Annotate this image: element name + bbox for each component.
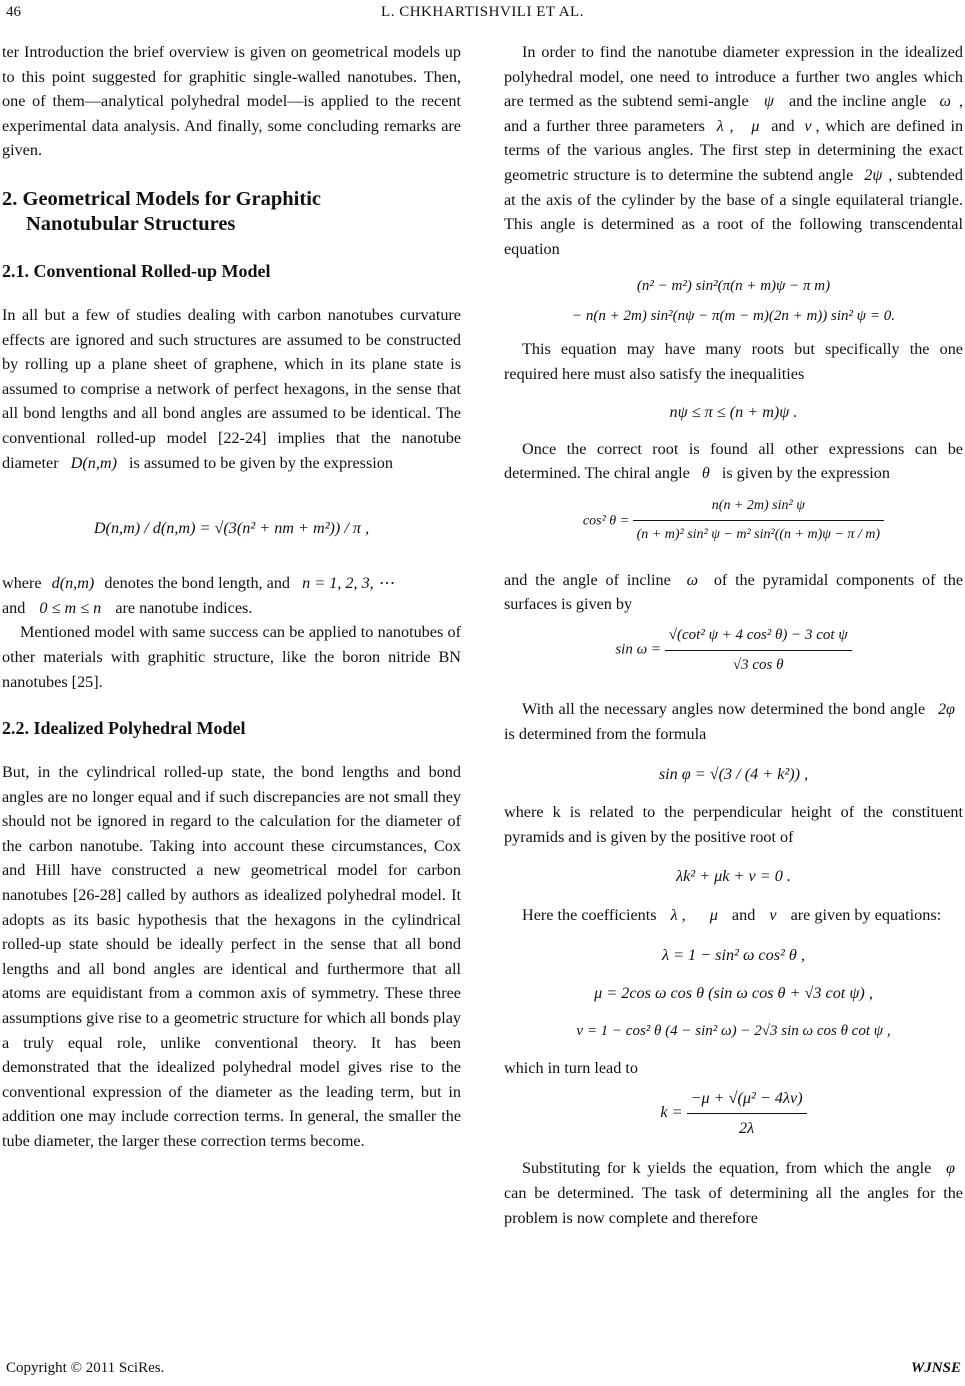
eq4-fraction	[665, 623, 852, 677]
eq10-fraction	[687, 1086, 807, 1140]
eq4-numerator: √(cot² ψ + 4 cos² θ) − 3 cot ψ	[665, 623, 852, 651]
right-paragraph-6: where k is related to the perpendicular height of the constituent pyramids and is given by the positive root of	[504, 803, 963, 846]
p1-text-d: and	[771, 116, 795, 135]
p7-text-b: and	[731, 906, 756, 925]
where-text: denotes the bond length, and	[104, 574, 291, 593]
p5-text-b: is determined from the formula	[504, 724, 707, 743]
n-values: n = 1, 2, 3, ⋯	[302, 574, 394, 593]
intro-paragraph: ter Introduction the brief overview is given on geometrical models up to this point suggested for graphitic single-walled nanotubes. Then, one of them—analytical polyhedral model—is applied to the recent experimental data analysis. And finally, some concluding remarks are given.	[2, 43, 461, 160]
subsection-2-1-text-tail: is assumed to be given by the expression	[129, 453, 393, 472]
eq10-lhs: k =	[660, 1103, 683, 1122]
subsection-2-1-paragraph-2: Mentioned model with same success can be applied to nanotubes of other materials with graphitic structure, like the boron nitride BN nanotubes [25].	[2, 623, 461, 691]
right-paragraph-1	[504, 40, 963, 261]
left-column	[2, 40, 461, 1154]
eq3-denominator: (n + m)² sin² ψ − m² sin²((n + m)ψ − π / m)	[636, 527, 881, 543]
right-paragraph-7	[504, 903, 963, 928]
subsection-2-2-paragraph: But, in the cylindrical rolled-up state, the bond lengths and bond angles are no longer equal and if such discrepancies are not small they should not be ignored in regard to the calculation for the diameter of the carbon nanotube. Taking into account these circumstances, Cox and Hill have constructed a new geometrical model for carbon nanotubes [26-28] called by authors as idealized polyhedral model. It adopts as its basic hypothesis that the hexagons in the cylindrical rolled-up state should be ideally perfect in the sense that all bond lengths and all bond angles are identical and furthermore that all atoms are equidistant from a common axis of symmetry. These three assumptions give rise to a geometric structure for which all bonds play a truly equal role, unlike conventional theory. It has been demonstrated that the idealized polyhedral model gives rise to the conventional expression of the diameter as the leading term, but in addition one may include correction terms. In general, the smaller the tube diameter, the larger these correction terms become.	[2, 763, 461, 1150]
p9-text-a: Substituting for k yields the equation, from which the angle	[522, 1159, 932, 1178]
equation-nu: ν = 1 − cos² θ (4 − sin² ω) − 2√3 sin ω cos θ cot ψ ,	[576, 1022, 891, 1039]
p5-text-a: With all the necessary angles now determined the bond angle	[522, 699, 926, 718]
omega-symbol: ω	[939, 92, 951, 111]
equation-bond-angle: sin φ = √(3 / (4 + k²)) ,	[658, 765, 809, 784]
p4-text-b: of the pyramidal components of the surfaces is given by	[504, 570, 964, 614]
p1-text-f: , subtended at the axis of the cylinder by the base of a single equilateral triangle. This angle is determined as a root of the following transcendental equation	[504, 165, 964, 258]
eq3-lhs: cos² θ =	[582, 513, 630, 529]
eq10-denominator: 2λ	[739, 1119, 755, 1138]
p4-text-a: and the angle of incline	[504, 570, 671, 589]
eq4-lhs: sin ω =	[615, 641, 662, 658]
psi-symbol: ψ	[763, 92, 774, 111]
equation-transcendental-line2: − n(n + 2m) sin²(nψ − π(m − m)(2n + m)) sin² ψ = 0.	[572, 308, 895, 325]
p3-text-b: is given by the expression	[721, 464, 890, 483]
lambda-symbol-2: λ ,	[670, 906, 686, 925]
lambda-symbol: λ ,	[716, 116, 734, 135]
p1-text-a: In order to find the nanotube diameter expression in the idealized polyhedral model, one need to introduce a further two angles which are termed as the subtend semi-angle	[504, 43, 963, 111]
equation-quadratic: λk² + μk + ν = 0 .	[676, 867, 791, 886]
equation-transcendental-line1: (n² − m²) sin²(π(n + m)ψ − π m)	[636, 278, 831, 295]
equation-k	[504, 1086, 963, 1156]
p7-text-a: Here the coefficients	[522, 906, 657, 925]
right-paragraph-8: which in turn lead to	[504, 1058, 638, 1077]
equation-chiral-angle	[504, 494, 963, 568]
running-title: L. CHKHARTISHVILI ET AL.	[381, 4, 584, 20]
right-paragraph-9	[504, 1156, 963, 1230]
equation-inequalities: nψ ≤ π ≤ (n + m)ψ .	[669, 402, 798, 421]
journal-name: WJNSE	[910, 1360, 961, 1376]
where-word: where	[2, 574, 42, 593]
right-paragraph-2: This equation may have many roots but specifically the one required here must also satisfy the inequalities	[504, 340, 963, 383]
equation-diameter: D(n,m) / d(n,m) = √(3(n² + nm + m²)) / π ,	[93, 519, 370, 538]
right-paragraph-4	[504, 568, 963, 617]
p1-text-b: and the incline angle	[788, 92, 927, 111]
phi-symbol: φ	[946, 1159, 955, 1178]
p1-text-e: , which are defined in terms of the various angles. The first step in determining the exact geometric structure is to determine the subtend angle	[504, 116, 964, 184]
right-column	[504, 40, 963, 1230]
copyright: Copyright © 2011 SciRes.	[6, 1360, 165, 1376]
equation-incline-angle	[504, 623, 963, 697]
eq10-numerator: −μ + √(μ² − 4λν)	[687, 1086, 807, 1114]
section-2-title	[2, 187, 461, 237]
where-line-2	[2, 596, 461, 621]
m-range: 0 ≤ m ≤ n	[39, 598, 102, 617]
right-paragraph-3	[504, 437, 963, 486]
page-footer	[0, 1360, 965, 1380]
mu-symbol: μ	[751, 116, 760, 135]
where-line-1	[2, 571, 461, 596]
section-2-title-line1: 2. Geometrical Models for Graphitic	[2, 187, 322, 210]
indices-text: are nanotube indices.	[115, 598, 253, 617]
eq3-numerator: n(n + 2m) sin² ψ	[633, 494, 884, 522]
mu-symbol-2: μ	[709, 906, 718, 925]
p9-text-b: can be determined. The task of determining all the angles for the problem is now complete and therefore	[504, 1184, 963, 1227]
section-2-title-line2: Nanotubular Structures	[26, 212, 236, 235]
equation-mu: μ = 2cos ω cos θ (sin ω cos θ + √3 cot ψ) ,	[594, 983, 873, 1002]
p1-text-c: , and a further three parameters	[504, 92, 963, 135]
eq4-denominator: √3 cos θ	[732, 656, 784, 673]
two-phi-symbol: 2φ	[937, 699, 955, 718]
subsection-2-1-text: In all but a few of studies dealing with carbon nanotubes curvature effects are ignored and such structures are assumed to be constructed by rolling up a plane sheet of graphene, which in its plane state is assumed to comprise a network of perfect hexagons, in the sense that all bond lengths and all bond angles are assumed to be identical. The conventional rolled-up model [22-24] implies that the nanotube diameter	[2, 305, 461, 472]
right-paragraph-5	[504, 697, 963, 746]
page-number: 46	[6, 4, 21, 20]
omega-symbol-2: ω	[686, 570, 699, 589]
subsection-2-1-paragraph	[2, 303, 461, 475]
eq3-fraction	[633, 494, 884, 548]
equation-transcendental	[504, 271, 963, 331]
diameter-symbol: D(n,m)	[70, 453, 117, 472]
nu-symbol-2: ν	[769, 906, 777, 925]
and-word: and	[2, 598, 26, 617]
nu-symbol: ν	[804, 116, 812, 135]
equation-lambda: λ = 1 − sin² ω cos² θ ,	[662, 945, 805, 964]
subsection-2-2-title: 2.2. Idealized Polyhedral Model	[2, 718, 246, 739]
theta-symbol: θ	[701, 464, 710, 483]
subsection-2-1-title: 2.1. Conventional Rolled-up Model	[2, 260, 271, 281]
page-header	[0, 4, 965, 24]
p3-text-a: Once the correct root is found all other expressions can be determined. The chiral angle	[504, 439, 963, 483]
two-psi-symbol: 2ψ	[864, 165, 883, 184]
bond-length-symbol: d(n,m)	[51, 574, 95, 593]
p7-text-c: are given by equations:	[790, 906, 942, 925]
